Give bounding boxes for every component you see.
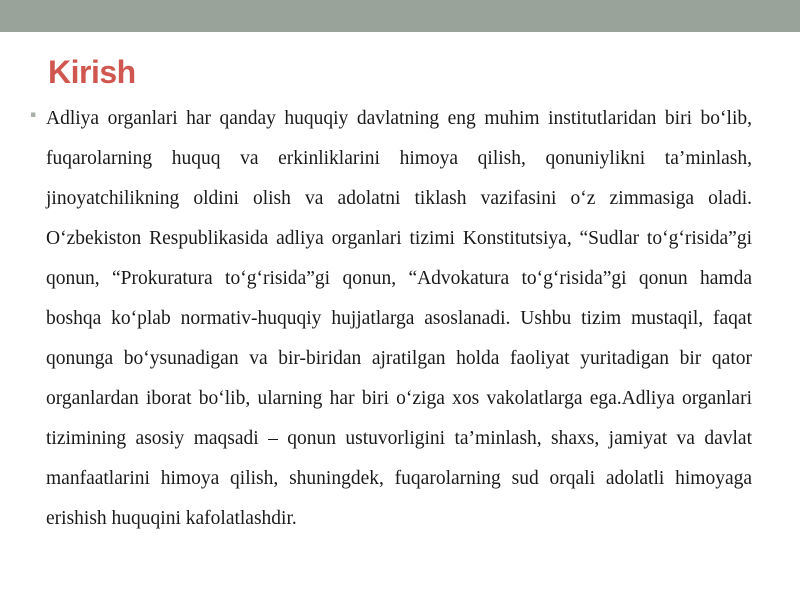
bullet-paragraph: Adliya organlari har qanday huquqiy davlatning eng muhim institutlaridan biri bo‘lib, fuqarolarning huquq va erkinliklarini himoya qilish, qonuniylikni ta’minlash, jinoyatchilikning oldini olish va adolatni tiklash vazifasini o‘z zimmasiga oladi. O‘zbekiston Respublikasida adliya organlari tizimi Konstitutsiya, “Sudlar to‘g‘risida”gi qonun, “Prokuratura to‘g‘risida”gi qonun, “Advokatura to‘g‘risida”gi qonun hamda boshqa ko‘plab normativ-huquqiy hujjatlarga asoslanadi. Ushbu tizim mustaqil, faqat qonunga bo‘ysunadigan va bir-biridan ajratilgan holda faoliyat yuritadigan bir qator organlardan iborat bo‘lib, ularning har biri o‘ziga xos vakolatlarga ega.Adliya organlari tizimining asosiy maqsadi – qonun ustuvorligini ta’minlash, shaxs, jamiyat va davlat manfaatlarini himoya qilish, shuningdek, fuqarolarning sud orqali adolatli himoyaga erishish huquqini kafolatlashdir. bbox=[46, 108, 752, 529]
top-bar bbox=[0, 0, 800, 32]
square-bullet-icon: ▪ bbox=[30, 110, 37, 120]
slide-content bbox=[30, 99, 752, 539]
bullet-item bbox=[30, 99, 752, 539]
slide-title: Kirish bbox=[48, 54, 136, 90]
